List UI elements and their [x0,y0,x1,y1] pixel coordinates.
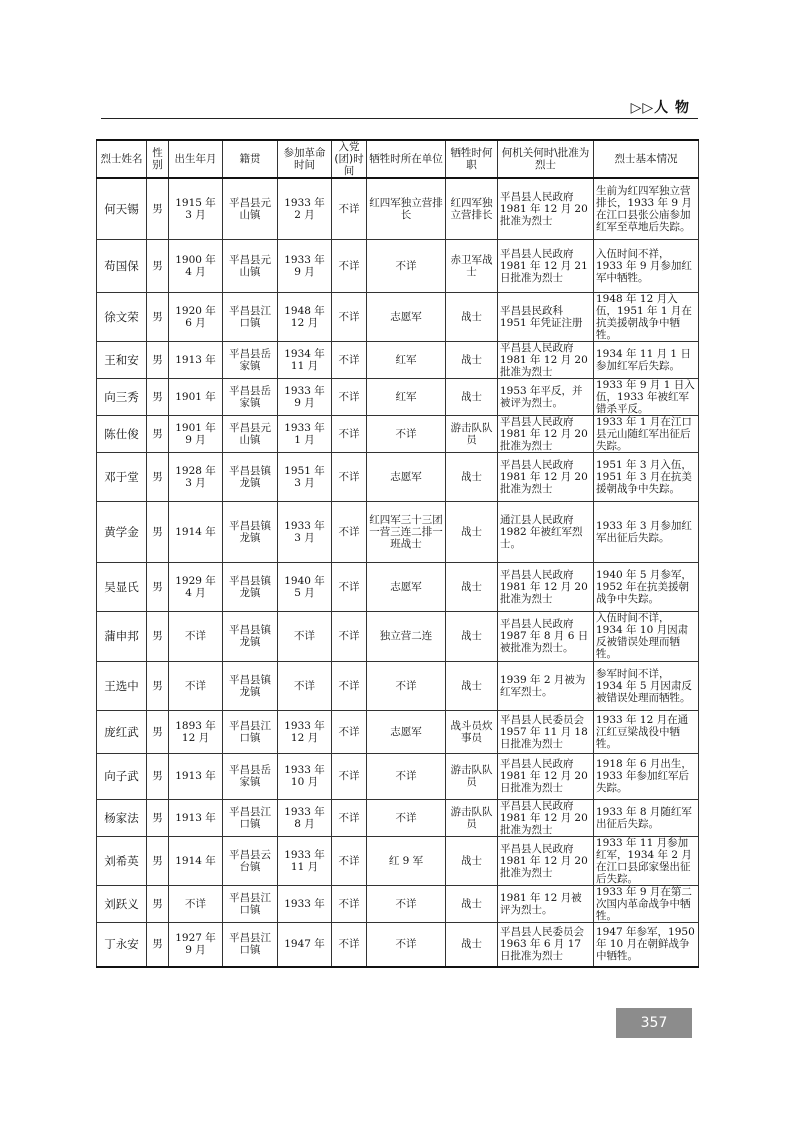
cell-authority: 平昌县人民政府 1981 年 12 月 20 批准为烈士 [498,836,594,885]
cell-name: 丁永安 [97,922,147,967]
cell-authority: 1953 年平反，并被评为烈士。 [498,378,594,415]
cell-authority: 1981 年 12 月被评为烈士。 [498,885,594,922]
cell-birth: 1913 年 [169,341,223,378]
cell-summary: 1934 年 11 月 1 日参加红军后失踪。 [594,341,699,378]
cell-native-place: 平昌县镇龙镇 [223,611,278,661]
cell-join-party: 不详 [332,239,367,292]
table-row [97,836,699,885]
table-body [97,178,699,967]
table-row [97,341,699,378]
cell-summary: 1933 年 12 月在通江红豆梁战役中牺牲。 [594,710,699,753]
table-row [97,239,699,292]
cell-join-party: 不详 [332,885,367,922]
cell-position: 游击队队员 [446,753,498,799]
cell-summary: 1918 年 6 月出生，1933 年参加红军后失踪。 [594,753,699,799]
cell-name: 苟国保 [97,239,147,292]
cell-gender: 男 [147,452,169,501]
cell-join-revolution: 不详 [278,661,332,710]
cell-authority: 平昌县人民政府 1981 年 12 月 20 批准为烈士 [498,415,594,452]
header-rule [101,118,698,119]
cell-unit: 不详 [367,753,446,799]
cell-authority: 平昌县人民政府 1981 年 12 月 20 批准为烈士 [498,178,594,239]
cell-summary: 入伍时间不详，1934 年 10 月因肃反被错误处理而牺牲。 [594,611,699,661]
cell-join-party: 不详 [332,292,367,341]
cell-gender: 男 [147,710,169,753]
column-header-unit: 牺牲时所在单位 [367,140,446,178]
cell-join-revolution: 1940 年 5 月 [278,562,332,611]
cell-join-revolution: 1933 年 8 月 [278,799,332,836]
cell-native-place: 平昌县镇龙镇 [223,452,278,501]
cell-join-revolution: 1933 年 3 月 [278,501,332,562]
cell-name: 陈仕俊 [97,415,147,452]
column-header-authority: 何机关何时\批准为烈士 [498,140,594,178]
cell-gender: 男 [147,415,169,452]
cell-authority: 平昌县人民政府 1981 年 12 月 20 批准为烈士 [498,799,594,836]
cell-summary: 1933 年 9 月 1 日入伍，1933 年被红军错杀平反。 [594,378,699,415]
cell-name: 蒲申邦 [97,611,147,661]
cell-position: 游击队队员 [446,799,498,836]
cell-name: 刘跃义 [97,885,147,922]
cell-birth: 不详 [169,661,223,710]
table-row [97,562,699,611]
table-row [97,415,699,452]
cell-gender: 男 [147,501,169,562]
cell-gender: 男 [147,611,169,661]
cell-summary: 1940 年 5 月参军，1952 年在抗美援朝战争中失踪。 [594,562,699,611]
cell-join-party: 不详 [332,836,367,885]
cell-native-place: 平昌县江口镇 [223,922,278,967]
cell-native-place: 平昌县元山镇 [223,239,278,292]
cell-join-revolution: 1934 年 11 月 [278,341,332,378]
table-row [97,452,699,501]
table-row [97,611,699,661]
cell-join-revolution: 1948 年 12 月 [278,292,332,341]
cell-summary: 1948 年 12 月入伍，1951 年 1 月在抗美援朝战争中牺牲。 [594,292,699,341]
cell-unit: 红军 [367,341,446,378]
cell-join-revolution: 1933 年 9 月 [278,239,332,292]
column-header-join-revolution: 参加革命时间 [278,140,332,178]
cell-name: 邓于堂 [97,452,147,501]
cell-unit: 志愿军 [367,452,446,501]
cell-native-place: 平昌县元山镇 [223,178,278,239]
column-header-birth: 出生年月 [169,140,223,178]
cell-position: 战斗员炊事员 [446,710,498,753]
cell-birth: 1914 年 [169,836,223,885]
cell-gender: 男 [147,922,169,967]
cell-unit: 独立营二连 [367,611,446,661]
cell-join-revolution: 1933 年 12 月 [278,710,332,753]
cell-name: 刘希英 [97,836,147,885]
table-row [97,178,699,239]
cell-summary: 1933 年 9 月在第二次国内革命战争中牺牲。 [594,885,699,922]
column-header-position: 牺牲时何职 [446,140,498,178]
cell-authority: 平昌县人民政府 1981 年 12 月 20 日批准为烈士 [498,753,594,799]
cell-native-place: 平昌县岳家镇 [223,753,278,799]
table-row [97,885,699,922]
cell-join-revolution: 1933 年 9 月 [278,378,332,415]
cell-authority: 1939 年 2 月被为红军烈士。 [498,661,594,710]
cell-summary: 1933 年 1 月在江口县元山随红军出征后失踪。 [594,415,699,452]
cell-join-revolution: 1933 年 2 月 [278,178,332,239]
cell-join-party: 不详 [332,922,367,967]
cell-authority: 平昌县人民政府 1981 年 12 月 20 批准为烈士 [498,341,594,378]
cell-join-party: 不详 [332,178,367,239]
section-title: ▷▷人 物 [630,100,690,116]
cell-birth: 1920 年 6 月 [169,292,223,341]
cell-unit: 红四军独立营排长 [367,178,446,239]
cell-native-place: 平昌县江口镇 [223,799,278,836]
cell-position: 战士 [446,922,498,967]
cell-join-revolution: 1933 年 10 月 [278,753,332,799]
cell-position: 红四军独立营排长 [446,178,498,239]
cell-birth: 1900 年 4 月 [169,239,223,292]
cell-gender: 男 [147,885,169,922]
column-header-summary: 烈士基本情况 [594,140,699,178]
cell-position: 战士 [446,292,498,341]
cell-name: 庞红武 [97,710,147,753]
cell-join-party: 不详 [332,452,367,501]
table-row [97,799,699,836]
cell-birth: 不详 [169,885,223,922]
cell-join-party: 不详 [332,501,367,562]
cell-join-revolution: 1951 年 3 月 [278,452,332,501]
cell-position: 赤卫军战士 [446,239,498,292]
cell-position: 战士 [446,562,498,611]
cell-unit: 志愿军 [367,292,446,341]
cell-gender: 男 [147,239,169,292]
cell-native-place: 平昌县岳家镇 [223,378,278,415]
cell-gender: 男 [147,799,169,836]
table-row [97,292,699,341]
cell-name: 王和安 [97,341,147,378]
cell-join-revolution: 1933 年 [278,885,332,922]
cell-gender: 男 [147,836,169,885]
cell-position: 战士 [446,341,498,378]
cell-native-place: 平昌县镇龙镇 [223,661,278,710]
cell-native-place: 平昌县江口镇 [223,885,278,922]
cell-unit: 不详 [367,799,446,836]
cell-name: 杨家法 [97,799,147,836]
cell-name: 向三秀 [97,378,147,415]
martyrs-table [96,139,699,968]
cell-native-place: 平昌县江口镇 [223,710,278,753]
cell-gender: 男 [147,753,169,799]
cell-join-party: 不详 [332,341,367,378]
cell-join-party: 不详 [332,753,367,799]
cell-gender: 男 [147,378,169,415]
cell-unit: 志愿军 [367,710,446,753]
cell-birth: 1913 年 [169,799,223,836]
cell-birth: 1914 年 [169,501,223,562]
cell-unit: 不详 [367,885,446,922]
cell-join-revolution: 不详 [278,611,332,661]
cell-name: 王选中 [97,661,147,710]
cell-position: 游击队队员 [446,415,498,452]
cell-authority: 平昌县人民委员会 1957 年 11 月 18 日批准为烈士 [498,710,594,753]
cell-birth: 1901 年 9 月 [169,415,223,452]
cell-join-revolution: 1933 年 1 月 [278,415,332,452]
cell-authority: 通江县人民政府 1982 年被红军烈士。 [498,501,594,562]
cell-join-party: 不详 [332,799,367,836]
cell-join-revolution: 1933 年 11 月 [278,836,332,885]
cell-summary: 入伍时间不祥，1933 年 9 月参加红军中牺牲。 [594,239,699,292]
cell-gender: 男 [147,178,169,239]
cell-join-party: 不详 [332,611,367,661]
cell-authority: 平昌县人民委员会 1963 年 6 月 17 日批准为烈士 [498,922,594,967]
cell-summary: 1933 年 3 月参加红军出征后失踪。 [594,501,699,562]
cell-join-party: 不详 [332,710,367,753]
cell-authority: 平昌县人民政府 1981 年 12 月 20 批准为烈士 [498,562,594,611]
cell-join-revolution: 1947 年 [278,922,332,967]
cell-native-place: 平昌县镇龙镇 [223,562,278,611]
cell-birth: 1915 年 3 月 [169,178,223,239]
cell-name: 何天锡 [97,178,147,239]
column-header-name: 烈士姓名 [97,140,147,178]
column-header-native-place: 籍贯 [223,140,278,178]
cell-name: 徐文荣 [97,292,147,341]
table-row [97,710,699,753]
cell-summary: 1947 年参军，1950 年 10 月在朝鲜战争中牺牲。 [594,922,699,967]
cell-unit: 志愿军 [367,562,446,611]
cell-position: 战士 [446,885,498,922]
cell-position: 战士 [446,378,498,415]
cell-native-place: 平昌县云台镇 [223,836,278,885]
cell-birth: 1927 年 9 月 [169,922,223,967]
cell-native-place: 平昌县元山镇 [223,415,278,452]
table-row [97,378,699,415]
column-header-gender: 性别 [147,140,169,178]
cell-unit: 不详 [367,661,446,710]
cell-summary: 1933 年 8 月随红军出征后失踪。 [594,799,699,836]
cell-gender: 男 [147,661,169,710]
cell-authority: 平昌县人民政府 1981 年 12 月 20 批准为烈士 [498,452,594,501]
cell-summary: 1951 年 3 月入伍，1951 年 3 月在抗美援朝战争中失踪。 [594,452,699,501]
table-header-row [97,140,699,178]
cell-birth: 不详 [169,611,223,661]
cell-join-party: 不详 [332,661,367,710]
table-row [97,501,699,562]
column-header-join-party: 入党(团)时间 [332,140,367,178]
table-row [97,661,699,710]
cell-name: 向子武 [97,753,147,799]
cell-unit: 红军 [367,378,446,415]
cell-gender: 男 [147,562,169,611]
page-number: 357 [616,1008,692,1038]
cell-position: 战士 [446,452,498,501]
cell-gender: 男 [147,292,169,341]
cell-unit: 不详 [367,415,446,452]
cell-name: 黄学金 [97,501,147,562]
cell-unit: 不详 [367,922,446,967]
cell-name: 吴显氏 [97,562,147,611]
cell-birth: 1901 年 [169,378,223,415]
cell-unit: 不详 [367,239,446,292]
cell-join-party: 不详 [332,415,367,452]
running-header [101,95,698,119]
cell-position: 战士 [446,611,498,661]
cell-summary: 参军时间不详，1934 年 5 月因肃反被错误处理而牺牲。 [594,661,699,710]
cell-join-party: 不详 [332,562,367,611]
cell-summary: 生前为红四军独立营排长，1933 年 9 月在江口县张公庙参加红军至草地后失踪。 [594,178,699,239]
cell-position: 战士 [446,661,498,710]
cell-join-party: 不详 [332,378,367,415]
cell-authority: 平昌县民政科 1951 年凭证注册 [498,292,594,341]
cell-gender: 男 [147,341,169,378]
cell-birth: 1928 年 3 月 [169,452,223,501]
cell-native-place: 平昌县镇龙镇 [223,501,278,562]
cell-summary: 1933 年 11 月参加红军，1934 年 2 月在江口县邱家堡出征后失踪。 [594,836,699,885]
cell-unit: 红四军三十三团一营三连二排一班战士 [367,501,446,562]
cell-native-place: 平昌县江口镇 [223,292,278,341]
cell-birth: 1893 年 12 月 [169,710,223,753]
table-row [97,922,699,967]
cell-position: 战士 [446,501,498,562]
cell-position: 战士 [446,836,498,885]
cell-unit: 红 9 军 [367,836,446,885]
cell-native-place: 平昌县岳家镇 [223,341,278,378]
cell-authority: 平昌县人民政府 1987 年 8 月 6 日被批准为烈士。 [498,611,594,661]
table-row [97,753,699,799]
cell-birth: 1929 年 4 月 [169,562,223,611]
cell-birth: 1913 年 [169,753,223,799]
cell-authority: 平昌县人民政府 1981 年 12 月 21 日批准为烈士 [498,239,594,292]
